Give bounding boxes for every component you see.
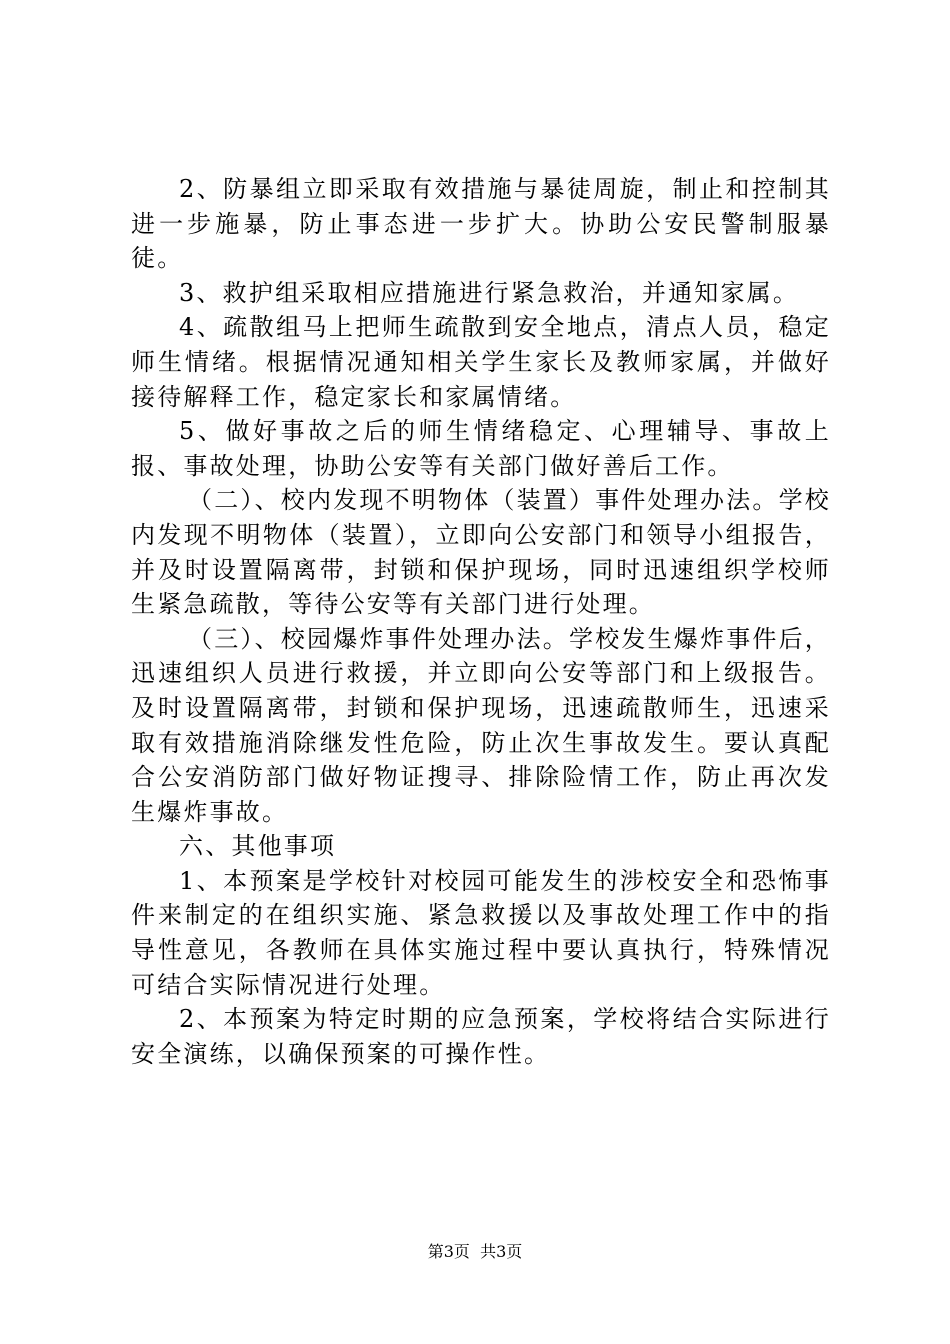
paragraph-plan-guidance: 1、本预案是学校针对校园可能发生的涉校安全和恐怖事件来制定的在组织实施、紧急救援以及事故处理工作中的指导性意见，各教师在具体实施过程中要认真执行，特殊情况可结合实际情况进行处理。 <box>131 866 831 999</box>
document-body <box>131 172 831 1071</box>
page-number: 第3页 共3页 <box>427 1242 523 1261</box>
paragraph-evacuation-group: 4、疏散组马上把师生疏散到安全地点，清点人员，稳定师生情绪。根据情况通知相关学生家长及教师家属，并做好接待解释工作，稳定家长和家属情绪。 <box>131 313 831 411</box>
paragraph-explosion: （三）、校园爆炸事件处理办法。学校发生爆炸事件后，迅速组织人员进行救援，并立即向公安等部门和上级报告。及时设置隔离带，封锁和保护现场，迅速疏散师生，迅速采取有效措施消除继发性危险，防止次生事故发生。要认真配合公安消防部门做好物证搜寻、排除险情工作，防止再次发生爆炸事故。 <box>131 624 831 826</box>
paragraph-rescue-group: 3、救护组采取相应措施进行紧急救治，并通知家属。 <box>179 278 800 307</box>
section-heading-other-matters: 六、其他事项 <box>179 832 337 861</box>
paragraph-plan-drill: 2、本预案为特定时期的应急预案，学校将结合实际进行安全演练，以确保预案的可操作性。 <box>131 1005 831 1068</box>
paragraph-unknown-object: （二）、校内发现不明物体（装置）事件处理办法。学校内发现不明物体（装置），立即向公安部门和领导小组报告，并及时设置隔离带，封锁和保护现场，同时迅速组织学校师生紧急疏散，等待公安等有关部门进行处理。 <box>131 486 831 619</box>
paragraph-riot-group: 2、防暴组立即采取有效措施与暴徒周旋，制止和控制其进一步施暴，防止事态进一步扩大。协助公安民警制服暴徒。 <box>131 175 831 273</box>
page-footer <box>0 1241 950 1263</box>
paragraph-aftermath: 5、做好事故之后的师生情绪稳定、心理辅导、事故上报、事故处理，协助公安等有关部门做好善后工作。 <box>131 417 831 480</box>
